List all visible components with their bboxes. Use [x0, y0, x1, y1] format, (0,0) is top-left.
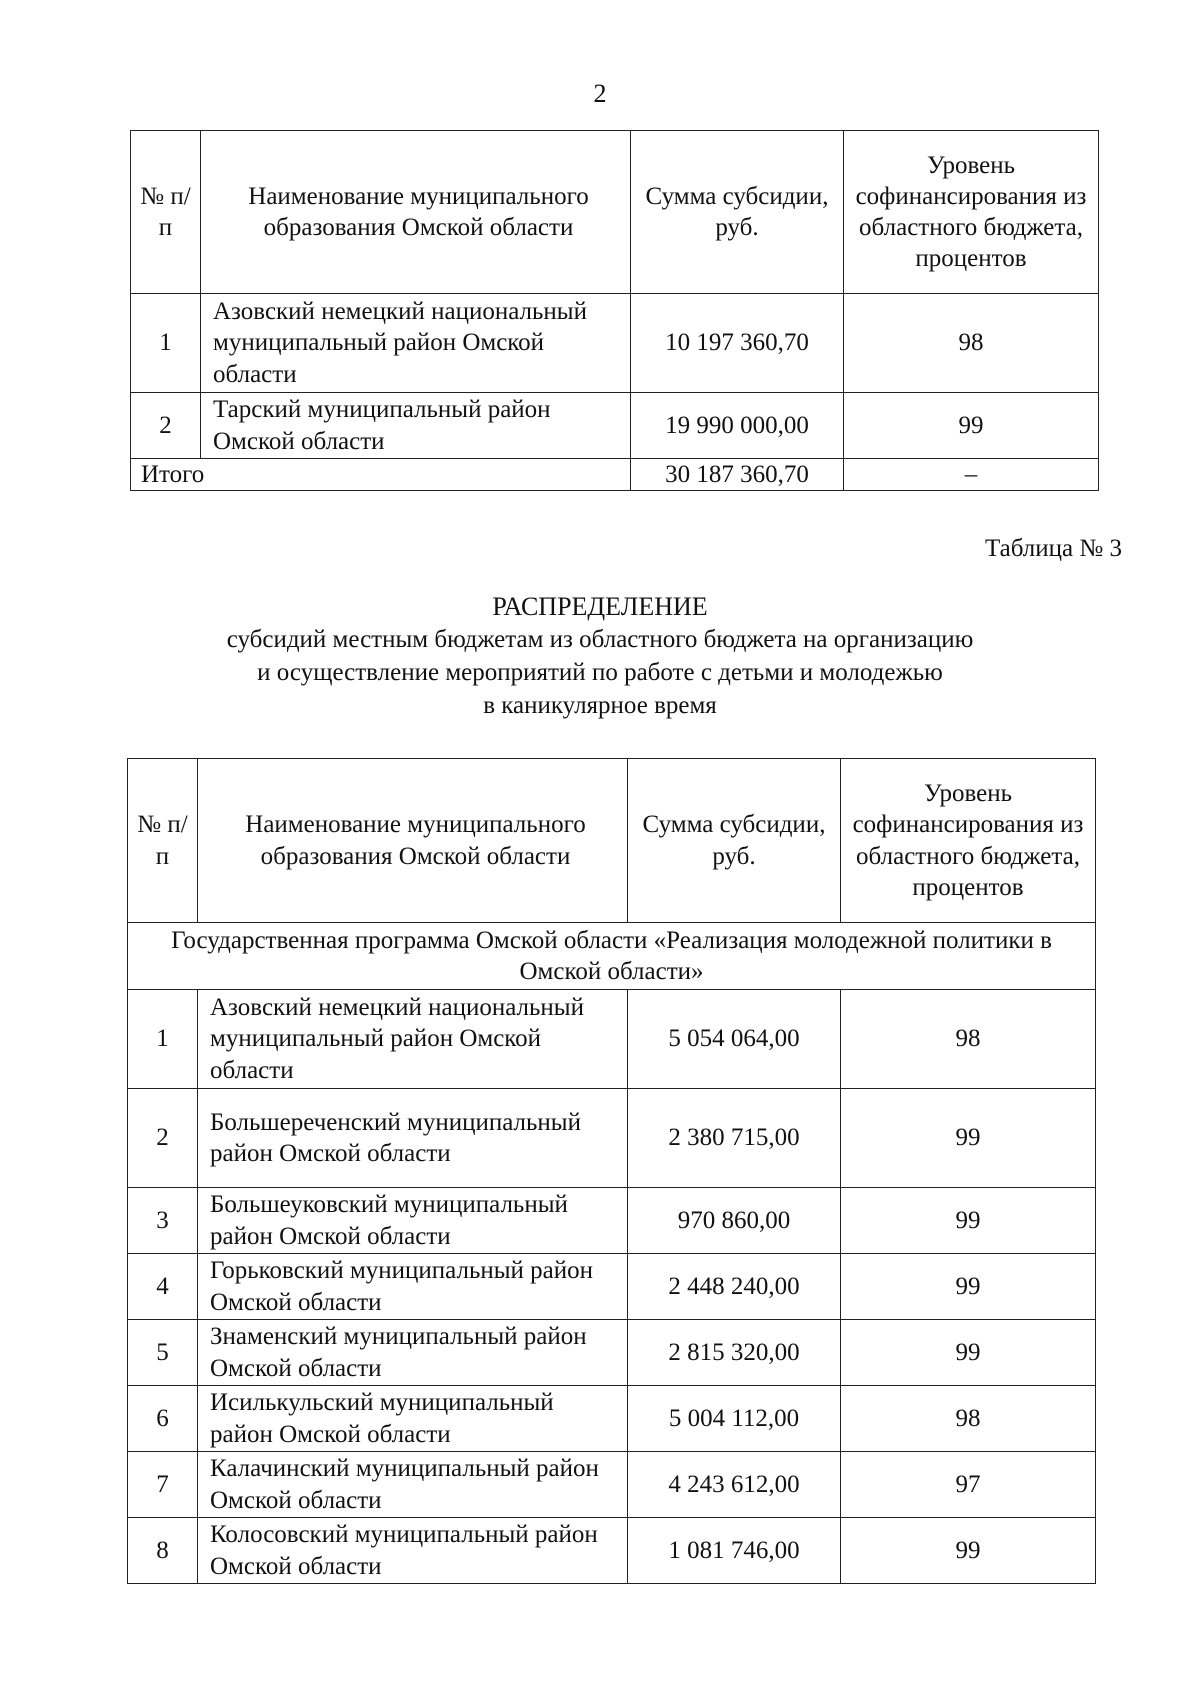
row-subsidy-sum: 19 990 000,00 [631, 393, 844, 459]
row-cofinancing-level: 98 [841, 1386, 1096, 1452]
row-number: 6 [128, 1386, 198, 1452]
header-municipality: Наименование муниципального образования Омской области [201, 131, 631, 294]
row-municipality: Азовский немецкий национальный муниципальный район Омской области [198, 990, 628, 1089]
row-cofinancing-level: 99 [841, 1188, 1096, 1254]
table-row [128, 1386, 1096, 1452]
row-subsidy-sum: 2 815 320,00 [628, 1320, 841, 1386]
row-subsidy-sum: 2 380 715,00 [628, 1089, 841, 1188]
table-row [128, 990, 1096, 1089]
program-row [128, 923, 1096, 990]
header-cofinancing-level: Уровень софинансирования из областного бюджета, процентов [844, 131, 1099, 294]
table-row [128, 1254, 1096, 1320]
row-number: 2 [131, 393, 201, 459]
row-cofinancing-level: 99 [841, 1254, 1096, 1320]
total-label: Итого [131, 459, 631, 491]
table-row [128, 1518, 1096, 1584]
row-cofinancing-level: 99 [841, 1089, 1096, 1188]
row-number: 5 [128, 1320, 198, 1386]
row-subsidy-sum: 5 054 064,00 [628, 990, 841, 1089]
program-title: Государственная программа Омской области «Реализация молодежной политики в Омской области» [128, 923, 1096, 990]
row-municipality: Знаменский муниципальный район Омской области [198, 1320, 628, 1386]
row-number: 8 [128, 1518, 198, 1584]
row-cofinancing-level: 99 [844, 393, 1099, 459]
row-subsidy-sum: 10 197 360,70 [631, 294, 844, 393]
table-header-row [128, 759, 1096, 923]
heading-line-1: субсидий местным бюджетам из областного бюджета на организацию [226, 626, 974, 653]
row-cofinancing-level: 99 [841, 1320, 1096, 1386]
header-subsidy-sum: Сумма субсидии, руб. [631, 131, 844, 294]
table-row [128, 1320, 1096, 1386]
heading-line-2: и осуществление мероприятий по работе с детьми и молодежью [257, 659, 943, 686]
table-row [128, 1089, 1096, 1188]
total-row [131, 459, 1099, 491]
row-subsidy-sum: 2 448 240,00 [628, 1254, 841, 1320]
row-municipality: Азовский немецкий национальный муниципальный район Омской области [201, 294, 631, 393]
header-municipality: Наименование муниципального образования Омской области [198, 759, 628, 923]
total-sum: 30 187 360,70 [631, 459, 844, 491]
distribution-heading [0, 590, 1200, 722]
row-number: 1 [131, 294, 201, 393]
row-cofinancing-level: 98 [844, 294, 1099, 393]
row-municipality: Колосовский муниципальный район Омской области [198, 1518, 628, 1584]
table-row [131, 294, 1099, 393]
table-header-row [131, 131, 1099, 294]
table-row [128, 1188, 1096, 1254]
subsidy-table-2 [127, 758, 1096, 1584]
row-cofinancing-level: 98 [841, 990, 1096, 1089]
row-municipality: Калачинский муниципальный район Омской области [198, 1452, 628, 1518]
heading-line-3: в каникулярное время [483, 692, 717, 719]
row-subsidy-sum: 4 243 612,00 [628, 1452, 841, 1518]
total-level: – [844, 459, 1099, 491]
row-municipality: Тарский муниципальный район Омской области [201, 393, 631, 459]
header-cofinancing-level: Уровень софинансирования из областного бюджета, процентов [841, 759, 1096, 923]
row-number: 3 [128, 1188, 198, 1254]
row-subsidy-sum: 5 004 112,00 [628, 1386, 841, 1452]
page-number: 2 [593, 79, 607, 108]
table-number-label: Таблица № 3 [984, 535, 1122, 562]
row-municipality: Большереченский муниципальный район Омской области [198, 1089, 628, 1188]
table-row [131, 393, 1099, 459]
row-cofinancing-level: 97 [841, 1452, 1096, 1518]
row-number: 7 [128, 1452, 198, 1518]
row-municipality: Большеуковский муниципальный район Омской области [198, 1188, 628, 1254]
row-number: 4 [128, 1254, 198, 1320]
header-number: № п/п [131, 131, 201, 294]
row-cofinancing-level: 99 [841, 1518, 1096, 1584]
table-row [128, 1452, 1096, 1518]
row-subsidy-sum: 1 081 746,00 [628, 1518, 841, 1584]
heading-title: РАСПРЕДЕЛЕНИЕ [492, 592, 708, 621]
row-municipality: Горьковский муниципальный район Омской области [198, 1254, 628, 1320]
row-municipality: Исилькульский муниципальный район Омской области [198, 1386, 628, 1452]
row-number: 2 [128, 1089, 198, 1188]
header-number: № п/п [128, 759, 198, 923]
row-number: 1 [128, 990, 198, 1089]
subsidy-table-1 [130, 130, 1099, 491]
header-subsidy-sum: Сумма субсидии, руб. [628, 759, 841, 923]
row-subsidy-sum: 970 860,00 [628, 1188, 841, 1254]
